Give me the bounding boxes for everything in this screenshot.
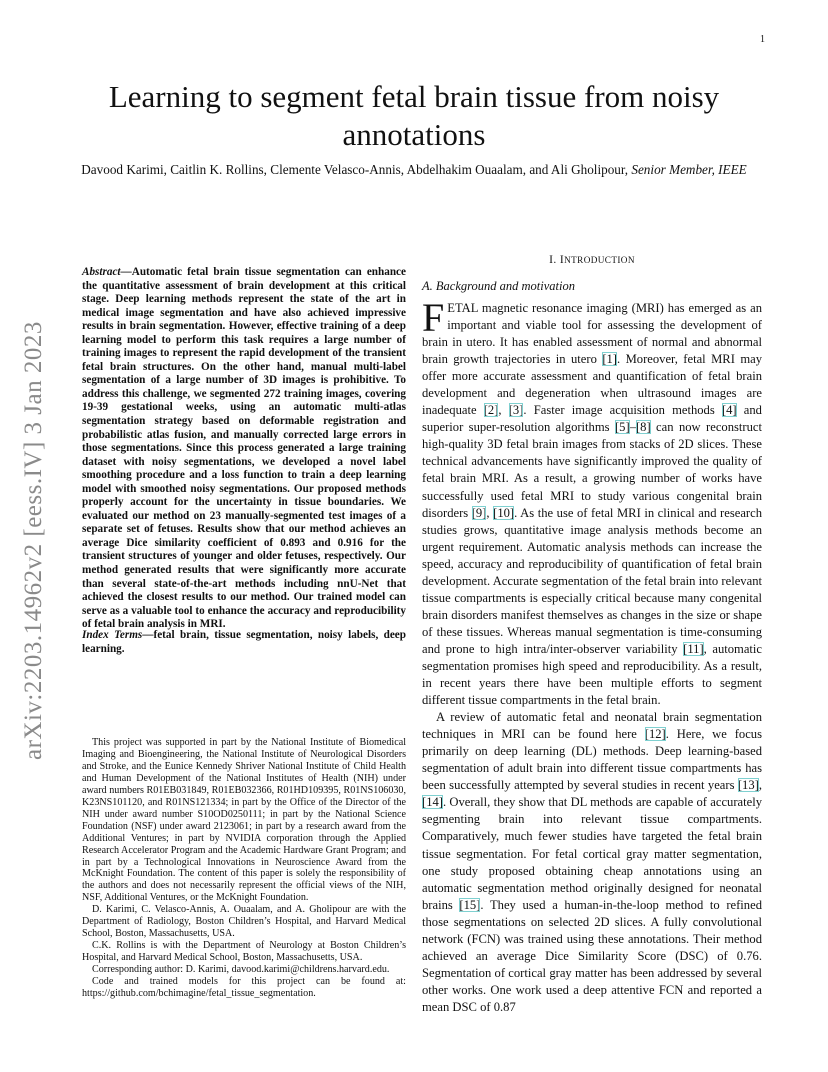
citation-link[interactable]: [13]	[737, 778, 759, 793]
citation-link[interactable]: [14]	[422, 795, 443, 810]
arxiv-stamp: arXiv:2203.14962v2 [eess.IV] 3 Jan 2023	[20, 321, 47, 760]
paragraph-1	[422, 295, 763, 709]
paragraph-1-text	[422, 295, 763, 708]
paragraph-1-segment: ,	[498, 403, 509, 418]
abstract-lead: Abstract	[82, 266, 121, 278]
paragraph-2-segment: ,	[758, 778, 762, 793]
footnote-affiliation-rollins: C.K. Rollins is with the Department of Neurology at Boston Children’s Hospital, and Harvard Medical School, Boston, Massachusetts, USA.	[82, 940, 406, 964]
paragraph-2-segment: A review of automatic fetal and neonatal brain segmentation techniques in MRI can be found here	[422, 710, 762, 742]
citation-link[interactable]: [3]	[508, 403, 524, 418]
paragraph-2-segment: . Overall, they show that DL methods are capable of accurately segmenting brain into relevant tissue compartments. Comparatively, much fewer studies have targeted the fetal brain tissue segmentation. For fetal cortical gray matter segmentation, one study proposed obtaining cheap annotations using an automatic segmentation method originally designed for neonatal brains	[422, 795, 762, 912]
index-terms	[82, 629, 406, 656]
citation-link[interactable]: [4]	[721, 403, 737, 418]
paragraph-1-segment: ,	[486, 505, 494, 520]
index-terms-lead: Index Terms	[82, 629, 143, 641]
page-number: 1	[760, 34, 765, 45]
citation-link[interactable]: [2]	[483, 403, 499, 418]
paragraph-1-segment: , automatic segmentation promises high speed and reproducibility. As a result, in recent years there have been multiple efforts to segment different tissue compartments in the fetal brain.	[422, 641, 763, 708]
citation-link[interactable]: [9]	[471, 505, 487, 520]
paragraph-2	[422, 709, 762, 1016]
citation-link[interactable]: [15]	[459, 897, 481, 912]
paragraph-2-segment: . They used a human-in-the-loop method to refined those segmentations on selected 2D slices. A fully convolutional network (FCN) was trained using these annotations. Their method achieved an average Dice Similarity Score (DSC) of 0.76. Segmentation of cortical gray matter has been addressed by several other works. One work used a deep attentive FCN and reported a mean DSC of 0.87	[422, 897, 762, 1014]
paragraph-1-segment: can now reconstruct high-quality 3D fetal brain images from stacks of 2D slices. These technical advancements have significantly improved the quality of fetal brain MRI. As a result, a growing number of works have successfully used fetal MRI to study various congenital brain disorders	[422, 420, 762, 520]
paragraph-1-segment: and superior super-resolution algorithms	[422, 403, 762, 435]
paragraph-1-segment: ETAL magnetic resonance imaging (MRI) has emerged as an important and viable tool for assessing the development of brain in utero. It has enabled assessment of normal and abnormal brain growth trajectories in utero	[422, 301, 762, 367]
abstract	[82, 266, 406, 632]
subsection-heading: A. Background and motivation	[422, 279, 575, 293]
paragraph-1-segment: . As the use of fetal MRI in clinical and research studies grows, quantitative image analysis methods become an urgent requirement. Automatic analysis methods can increase the speed, accuracy and reproducibility of quantification of fetal brain development. Accurate segmentation of the fetal brain into relevant tissue compartments is especially critical because many congenital brain disorders manifest themselves as changes in the size or shape of these tissues. Whereas manual segmentation is time-consuming and prone to high intra/inter-observer variability	[422, 505, 762, 656]
section-heading-smallcaps: NTRODUCTION	[564, 255, 635, 265]
author-list	[62, 161, 766, 179]
drop-cap: F	[422, 295, 445, 340]
citation-link[interactable]: [11]	[683, 641, 704, 656]
introduction-body	[422, 295, 763, 1016]
authors-names: Davood Karimi, Caitlin K. Rollins, Clemente Velasco-Annis, Abdelhakim Ouaalam, and Ali Gholipour,	[81, 162, 629, 177]
index-terms-text: —fetal brain, tissue segmentation, noisy labels, deep learning.	[82, 629, 406, 655]
footnote-code-link: Code and trained models for this project can be found at: https://github.com/bchimagine/fetal_tissue_segmentation.	[82, 976, 406, 1000]
citation-link[interactable]: [1]	[602, 352, 617, 367]
paragraph-1-segment: . Moreover, fetal MRI may offer more accurate assessment and quantification of fetal brain development and degeneration when ultrasound images are inadequate	[422, 352, 762, 418]
paragraph-1-segment: . Faster image acquisition methods	[523, 403, 722, 418]
citation-link[interactable]: [12]	[644, 727, 666, 742]
paragraph-1-segment: –	[629, 420, 636, 435]
citation-link[interactable]: [8]	[635, 420, 651, 435]
section-heading	[422, 254, 762, 266]
section-heading-text: I. INTRODUCTION	[549, 254, 635, 266]
footnote-corresponding-author: Corresponding author: D. Karimi, davood.karimi@childrens.harvard.edu.	[92, 964, 390, 976]
authors-membership: Senior Member, IEEE	[631, 162, 747, 177]
paper-title: Learning to segment fetal brain tissue from noisy annotations	[108, 79, 720, 152]
abstract-text: —Automatic fetal brain tissue segmentation can enhance the quantitative assessment of brain development at this critical stage. Deep learning methods represent the state of the art in medical image segmentation and have also achieved impressive results in brain segmentation. However, effective training of a deep learning model to perform this task requires a large number of training images to represent the rapid development of the transient fetal brain structures. On the other hand, manual multi-label segmentation of a large number of 3D images is prohibitive. To address this challenge, we segmented 272 training images, covering 19-39 gestational weeks, using an automatic multi-atlas segmentation strategy based on deformable registration and probabilistic atlas fusion, and manually corrected large errors in those segmentations. Since this process generated a large training dataset with noisy segmentations, we developed a novel label smoothing procedure and a loss function to train a deep learning model with smoothed noisy segmentations. Our proposed methods properly account for the uncertainty in tissue boundaries. We evaluated our method on 23 manually-segmented test images of a separate set of fetuses. Results show that our method achieves an average Dice similarity coefficient of 0.893 and 0.916 for the transient structures of younger and older fetuses, respectively. Our method generated results that were significantly more accurate than several state-of-the-art methods including nnU-Net that achieved the closest results to our method. Our trained model can serve as a valuable tool to enhance the accuracy and reproducibility of fetal brain analysis in MRI.	[82, 266, 406, 631]
paragraph-2-segment: . Here, we focus primarily on deep learning (DL) methods. Deep learning-based segmentation of adult brain into different tissue compartments has been successfully attempted by several studies in recent years	[422, 727, 762, 793]
footnotes	[82, 737, 406, 1000]
footnote-affiliation: D. Karimi, C. Velasco-Annis, A. Ouaalam, and A. Gholipour are with the Department of Radiology, Boston Children’s Hospital, and Harvard Medical School, Boston, Massachusetts, USA.	[82, 904, 406, 940]
footnote-funding: This project was supported in part by the National Institute of Biomedical Imaging and Bioengineering, the National Institute of Neurological Disorders and Stroke, and the Eunice Kennedy Shriver National Institute of Child Health and Human Development of the National Institutes of Health (NIH) under award numbers R01EB031849, R01EB032366, R01HD109395, R01NS106030, K23NS101120, and R01NS121334; in part by the Office of the Director of the NIH under award number S10OD0250111; in part by the National Science Foundation (NSF) under award 2123061; in part by a research award from the Additional Ventures; in part by NVIDIA corporation through the Applied Research Accelerator Program and the Academic Hardware Grant Program; and in part by a Technological Innovations in Neuroscience Award from the McKnight Foundation. The content of this paper is solely the responsibility of the authors and does not necessarily represent the official views of the NIH, NSF, Additional Ventures, or the McKnight Foundation.	[82, 737, 406, 904]
citation-link[interactable]: [5]	[614, 420, 630, 435]
citation-link[interactable]: [10]	[493, 505, 515, 520]
